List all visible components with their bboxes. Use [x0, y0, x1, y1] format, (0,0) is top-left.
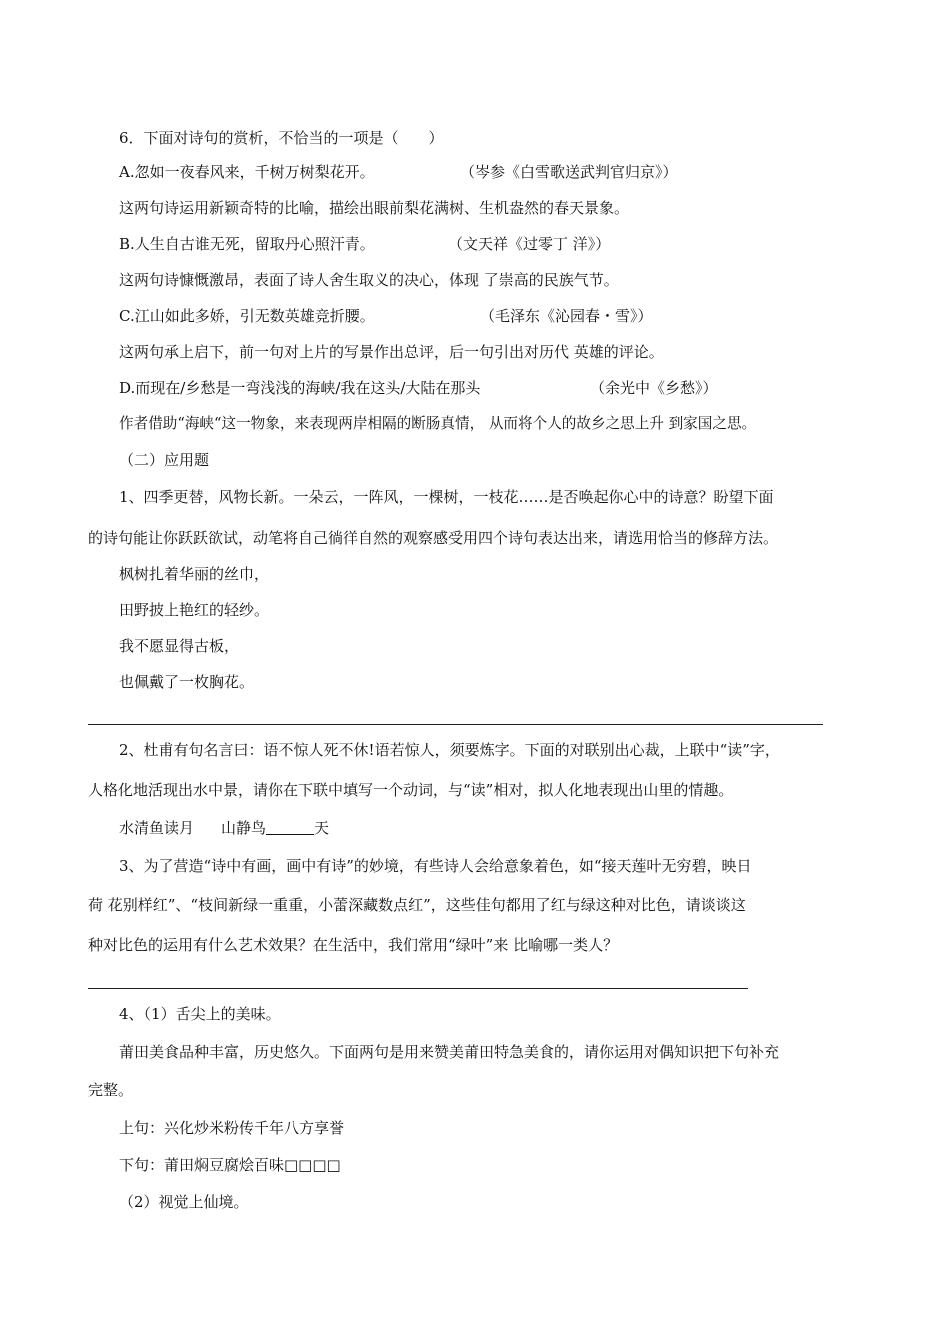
q4-lower[interactable]: 下句：莆田焖豆腐烩百味□□□□	[119, 1156, 341, 1174]
q2-couplet	[119, 818, 329, 838]
q3-answer-line[interactable]	[88, 988, 748, 989]
q4-line-2: 完整。	[88, 1081, 134, 1099]
q4-part1-title: 4、（1）舌尖上的美味。	[119, 1005, 281, 1023]
q4-part2-title: （2）视觉上仙境。	[119, 1193, 249, 1211]
q1-answer-line[interactable]	[88, 724, 823, 725]
q6-option-d: D.而现在/乡愁是一弯浅浅的海峡/我在这头/大陆在那头	[119, 379, 481, 397]
q6-option-a-comment: 这两句诗运用新颖奇特的比喻，描绘出眼前梨花满树、生机盎然的春天景象。	[119, 199, 630, 217]
q3-line-2: 荷 花别样红”、“枝间新绿一重重，小蕾深藏数点红”，这些佳句都用了红与绿这种对比色，请谈谈这	[88, 896, 746, 914]
q1-poem-line-2: 田野披上艳红的轻纱。	[119, 601, 270, 619]
q1-line-2: 的诗句能让你跃跃欲试，动笔将自己徜徉自然的观察感受用四个诗句表达出来，请选用恰当的修辞方法。	[88, 529, 779, 547]
q6-option-a: A.忽如一夜春风来，千树万树梨花开。	[119, 163, 375, 181]
q2-line-2: 人格化地活现出水中景，请你在下联中填写一个动词，与“读”相对，拟人化地表现出山里的情趣。	[88, 781, 734, 799]
q6-option-b: B.人生自古谁无死，留取丹心照汗青。	[119, 235, 375, 253]
q6-option-b-comment: 这两句诗慷慨激昂，表面了诗人舍生取义的决心，体现 了崇高的民族气节。	[119, 271, 619, 289]
q4-upper: 上句：兴化炒米粉传千年八方享誉	[119, 1119, 345, 1137]
q6-option-a-source: （岑参《白雪歌送武判官归京》）	[460, 163, 678, 181]
q2-couplet-upper: 水清鱼读月	[119, 819, 195, 837]
q6-option-c: C.江山如此多娇，引无数英雄竞折腰。	[119, 307, 375, 325]
section-heading: （二）应用题	[119, 451, 210, 469]
q6-option-d-source: （余光中《乡愁》）	[590, 379, 718, 397]
q6-option-c-comment: 这两句承上启下，前一句对上片的写景作出总评，后一句引出对历代 英雄的评论。	[119, 343, 664, 361]
q3-line-3: 种对比色的运用有什么艺术效果？在生活中，我们常用“绿叶”来 比喻哪一类人？	[88, 936, 619, 954]
q1-poem-line-4: 也佩戴了一枚胸花。	[119, 673, 255, 691]
q6-option-d-comment: 作者借助“海峡“这一物象，来表现两岸相隔的断肠真情， 从而将个人的故乡之思上升 到家国之思。	[119, 415, 757, 432]
q1-poem-line-3: 我不愿显得古板，	[119, 637, 240, 655]
q1-poem-line-1: 枫树扎着华丽的丝巾，	[119, 565, 270, 583]
q2-couplet-lower-end: 天	[314, 819, 330, 837]
q6-stem: 6．下面对诗句的赏析，不恰当的一项是（ ）	[119, 129, 444, 147]
q2-answer-blank[interactable]	[266, 818, 314, 835]
q3-line-1: 3、为了营造“诗中有画，画中有诗”的妙境，有些诗人会给意象着色，如“接天莲叶无穷碧，映日	[119, 857, 752, 875]
q2-line-1: 2、杜甫有句名言曰：语不惊人死不休!语若惊人，须要炼字。下面的对联别出心裁，上联中“读”字，	[119, 741, 780, 759]
q1-line-1: 1、四季更替，风物长新。一朵云，一阵风，一棵树，一枝花……是否唤起你心中的诗意？盼望下面	[119, 488, 774, 506]
q6-option-b-source: （文天祥《过零丁 洋》）	[448, 235, 611, 253]
q6-option-c-source: （毛泽东《沁园春・雪》）	[480, 307, 653, 325]
q4-line-1: 莆田美食品种丰富，历史悠久。下面两句是用来赞美莆田特急美食的，请你运用对偶知识把下句补充	[119, 1043, 780, 1061]
q2-couplet-lower-start: 山静鸟	[221, 819, 267, 837]
